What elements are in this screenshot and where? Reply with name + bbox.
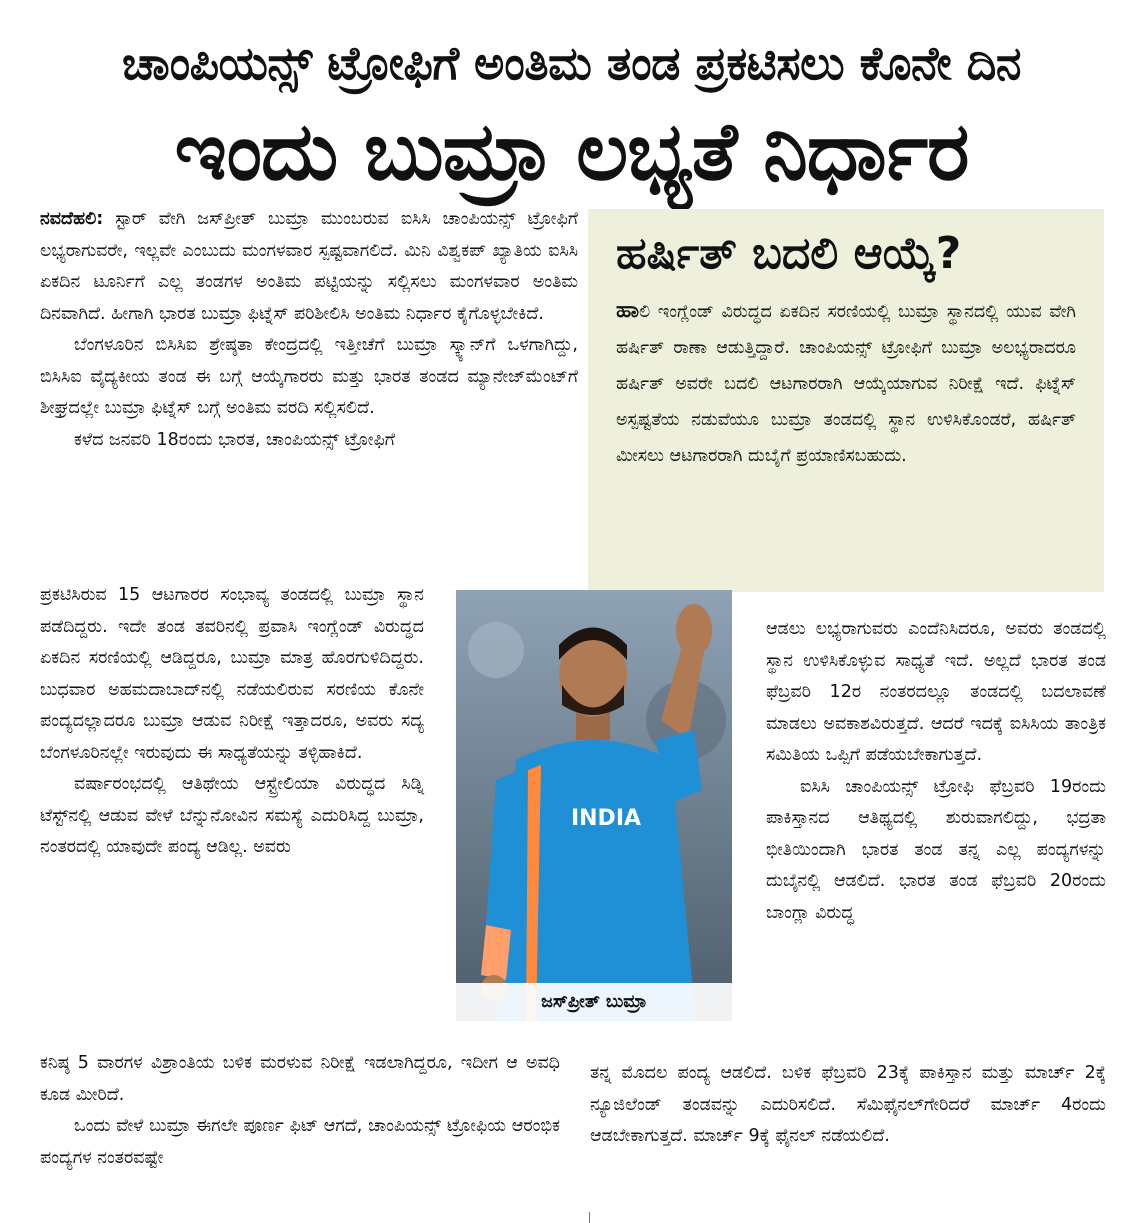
headline-main: ಇಂದು ಬುಮ್ರಾ ಲಭ್ಯತೆ ನಿರ್ಧಾರ	[174, 105, 969, 198]
photo-caption: ಜಸ್‌ಪ್ರೀತ್ ಬುಮ್ರಾ	[456, 983, 732, 1021]
article-paragraph-4b: ಕನಿಷ್ಠ 5 ವಾರಗಳ ವಿಶ್ರಾಂತಿಯ ಬಳಿಕ ಮರಳುವ ನಿರೀಕ್ಷೆ ಇಡಲಾಗಿದ್ದರೂ, ಇದೀಗ ಆ ಅವಧಿ ಕೂಡ ಮೀರಿದೆ.	[40, 1053, 560, 1105]
player-illustration	[456, 590, 732, 1021]
headline-kicker: ಚಾಂಪಿಯನ್ಸ್ ಟ್ರೋಫಿಗೆ ಅಂತಿಮ ತಂಡ ಪ್ರಕಟಿಸಲು ಕೊನೇ ದಿನ	[122, 36, 1021, 90]
article-paragraph-7: ಐಸಿಸಿ ಚಾಂಪಿಯನ್ಸ್ ಟ್ರೋಫಿ ಫೆಬ್ರವರಿ 19ರಂದು ಪಾಕಿಸ್ತಾನದ ಆತಿಥ್ಯದಲ್ಲಿ ಶುರುವಾಗಲಿದ್ದು, ಭದ್ರತಾ ಭೀತಿಯಿಂದಾಗಿ ಭಾರತ ತಂಡ ತನ್ನ ಎಲ್ಲ ಪಂದ್ಯಗಳನ್ನು ದುಬೈನಲ್ಲಿ ಆಡಲಿದೆ. ಭಾರತ ತಂಡ ಫೆಬ್ರವರಿ 20ರಂದು ಬಾಂಗ್ಲಾ ವಿರುದ್ಧ	[766, 776, 1106, 923]
article-column-left-bottom	[40, 1048, 560, 1174]
article-paragraph-1	[40, 204, 578, 330]
article-column-right-mid	[766, 614, 1106, 929]
article-paragraph-6: ಆಡಲು ಲಭ್ಯರಾಗುವರು ಎಂದೆನಿಸಿದರೂ, ಅವರು ತಂಡದಲ್ಲಿ ಸ್ಥಾನ ಉಳಿಸಿಕೊಳ್ಳುವ ಸಾಧ್ಯತೆ ಇದೆ. ಅಲ್ಲದೆ ಭಾರತ ತಂಡ ಫೆಬ್ರವರಿ 12ರ ನಂತರದಲ್ಲೂ ತಂಡದಲ್ಲಿ ಬದಲಾವಣೆ ಮಾಡಲು ಅವಕಾಶವಿರುತ್ತದೆ. ಆದರೆ ಇದಕ್ಕೆ ಐಸಿಸಿಯ ತಾಂತ್ರಿಕ ಸಮಿತಿಯ ಒಪ್ಪಿಗೆ ಪಡೆಯಬೇಕಾಗುತ್ತದೆ.	[766, 619, 1106, 765]
article-paragraph-5: ಒಂದು ವೇಳೆ ಬುಮ್ರಾ ಈಗಲೇ ಪೂರ್ಣ ಫಿಟ್ ಆಗದೆ, ಚಾಂಪಿಯನ್ಸ್ ಟ್ರೋಫಿಯ ಆರಂಭಿಕ ಪಂದ್ಯಗಳ ನಂತರವಷ್ಟೇ	[40, 1116, 560, 1168]
article-column-right-bottom	[590, 1058, 1106, 1153]
article-paragraph-2: ಬೆಂಗಳೂರಿನ ಬಿಸಿಸಿಐ ಶ್ರೇಷ್ಠತಾ ಕೇಂದ್ರದಲ್ಲಿ ಇತ್ತೀಚೆಗೆ ಬುಮ್ರಾ ಸ್ಕ್ಯಾನ್‌ಗೆ ಒಳಗಾಗಿದ್ದು, ಬಿಸಿಸಿಐ ವೈದ್ಯಕೀಯ ತಂಡ ಈ ಬಗ್ಗೆ ಆಯ್ಕೆಗಾರರು ಮತ್ತು ಭಾರತ ತಂಡದ ಮ್ಯಾನೇಜ್‌ಮೆಂಟ್‌ಗೆ ಶೀಘ್ರದಲ್ಲೇ ಬುಮ್ರಾ ಫಿಟ್ನೆಸ್ ಬಗ್ಗೆ ಅಂತಿಮ ವರದಿ ಸಲ್ಲಿಸಲಿದೆ.	[40, 335, 578, 418]
article-paragraph-3a: ಕಳೆದ ಜನವರಿ 18ರಂದು ಭಾರತ, ಚಾಂಪಿಯನ್ಸ್ ಟ್ರೋಫಿಗೆ	[74, 429, 395, 450]
sidebar-body	[616, 293, 1076, 474]
article-paragraph-4: ವರ್ಷಾರಂಭದಲ್ಲಿ ಆತಿಥೇಯ ಆಸ್ಟ್ರೇಲಿಯಾ ವಿರುದ್ಧದ ಸಿಡ್ನಿ ಟೆಸ್ಟ್‌ನಲ್ಲಿ ಆಡುವ ವೇಳೆ ಬೆನ್ನುನೋವಿನ ಸಮಸ್ಯೆ ಎದುರಿಸಿದ್ದ ಬುಮ್ರಾ, ನಂತರದಲ್ಲಿ ಯಾವುದೇ ಪಂದ್ಯ ಆಡಿಲ್ಲ. ಅವರು	[40, 774, 424, 857]
sidebar-dropcap: ಹಾ	[616, 298, 640, 323]
article-paragraph-3b: ಪ್ರಕಟಿಸಿರುವ 15 ಆಟಗಾರರ ಸಂಭಾವ್ಯ ತಂಡದಲ್ಲಿ ಬುಮ್ರಾ ಸ್ಥಾನ ಪಡೆದಿದ್ದರು. ಇದೇ ತಂಡ ತವರಿನಲ್ಲಿ ಪ್ರವಾಸಿ ಇಂಗ್ಲೆಂಡ್ ವಿರುದ್ಧದ ಏಕದಿನ ಸರಣಿಯಲ್ಲಿ ಆಡಿದ್ದರೂ, ಬುಮ್ರಾ ಮಾತ್ರ ಹೊರಗುಳಿದಿದ್ದರು. ಬುಧವಾರ ಅಹಮದಾಬಾದ್‌ನಲ್ಲಿ ನಡೆಯಲಿರುವ ಸರಣಿಯ ಕೊನೇ ಪಂದ್ಯದಲ್ಲಾದರೂ ಬುಮ್ರಾ ಆಡುವ ನಿರೀಕ್ಷೆ ಇತ್ತಾದರೂ, ಅವರು ಸದ್ಯ ಬೆಂಗಳೂರಿನಲ್ಲೇ ಇರುವುದು ಈ ಸಾಧ್ಯತೆಯನ್ನು ತಳ್ಳಿಹಾಕಿದೆ.	[40, 585, 424, 763]
sidebar-box	[588, 209, 1104, 592]
jersey-text: INDIA	[570, 806, 642, 831]
player-photo	[456, 590, 732, 1021]
article-paragraph-7b: ತನ್ನ ಮೊದಲ ಪಂದ್ಯ ಆಡಲಿದೆ. ಬಳಿಕ ಫೆಬ್ರವರಿ 23ಕ್ಕೆ ಪಾಕಿಸ್ತಾನ ಮತ್ತು ಮಾರ್ಚ್ 2ಕ್ಕೆ ನ್ಯೂಜಿಲೆಂಡ್ ತಂಡವನ್ನು ಎದುರಿಸಲಿದೆ. ಸೆಮಿಫೈನಲ್‌ಗೇರಿದರೆ ಮಾರ್ಚ್ 4ರಂದು ಆಡಬೇಕಾಗುತ್ತದೆ. ಮಾರ್ಚ್ 9ಕ್ಕೆ ಫೈನಲ್ ನಡೆಯಲಿದೆ.	[590, 1063, 1106, 1146]
dateline: ನವದೆಹಲಿ:	[40, 209, 104, 229]
bottom-rule	[589, 1212, 590, 1223]
article-text-1: ಸ್ಟಾರ್ ವೇಗಿ ಜಸ್‌ಪ್ರೀತ್ ಬುಮ್ರಾ ಮುಂಬರುವ ಐಸಿಸಿ ಚಾಂಪಿಯನ್ಸ್ ಟ್ರೋಫಿಗೆ ಲಭ್ಯರಾಗುವರೇ, ಇಲ್ಲವೇ ಎಂಬುದು ಮಂಗಳವಾರ ಸ್ಪಷ್ಟವಾಗಲಿದೆ. ಮಿನಿ ವಿಶ್ವಕಪ್ ಖ್ಯಾತಿಯ ಐಸಿಸಿ ಏಕದಿನ ಟೂರ್ನಿಗೆ ಎಲ್ಲ ತಂಡಗಳ ಅಂತಿಮ ಪಟ್ಟಿಯನ್ನು ಸಲ್ಲಿಸಲು ಮಂಗಳವಾರ ಅಂತಿಮ ದಿನವಾಗಿದೆ. ಹೀಗಾಗಿ ಭಾರತ ಬುಮ್ರಾ ಫಿಟ್ನೆಸ್ ಪರಿಶೀಲಿಸಿ ಅಂತಿಮ ನಿರ್ಧಾರ ಕೈಗೊಳ್ಳಬೇಕಿದೆ.	[40, 209, 578, 324]
article-column-left-top	[40, 204, 578, 456]
article-column-left-mid	[40, 580, 424, 864]
sidebar-title: ಹರ್ಷಿತ್ ಬದಲಿ ಆಯ್ಕೆ?	[616, 228, 962, 279]
sidebar-text: ಲಿ ಇಂಗ್ಲೆಂಡ್ ವಿರುದ್ಧದ ಏಕದಿನ ಸರಣಿಯಲ್ಲಿ ಬುಮ್ರಾ ಸ್ಥಾನದಲ್ಲಿ ಯುವ ವೇಗಿ ಹರ್ಷಿತ್ ರಾಣಾ ಆಡುತ್ತಿದ್ದಾರೆ. ಚಾಂಪಿಯನ್ಸ್ ಟ್ರೋಫಿಗೆ ಬುಮ್ರಾ ಅಲಭ್ಯರಾದರೂ ಹರ್ಷಿತ್ ಅವರೇ ಬದಲಿ ಆಟಗಾರರಾಗಿ ಆಯ್ಕೆಯಾಗುವ ನಿರೀಕ್ಷೆ ಇದೆ. ಫಿಟ್ನೆಸ್ ಅಸ್ಪಷ್ಟತೆಯ ನಡುವೆಯೂ ಬುಮ್ರಾ ತಂಡದಲ್ಲಿ ಸ್ಥಾನ ಉಳಿಸಿಕೊಂಡರೆ, ಹರ್ಷಿತ್ ಮೀಸಲು ಆಟಗಾರರಾಗಿ ದುಬೈಗೆ ಪ್ರಯಾಣಿಸಬಹುದು.	[616, 302, 1076, 466]
